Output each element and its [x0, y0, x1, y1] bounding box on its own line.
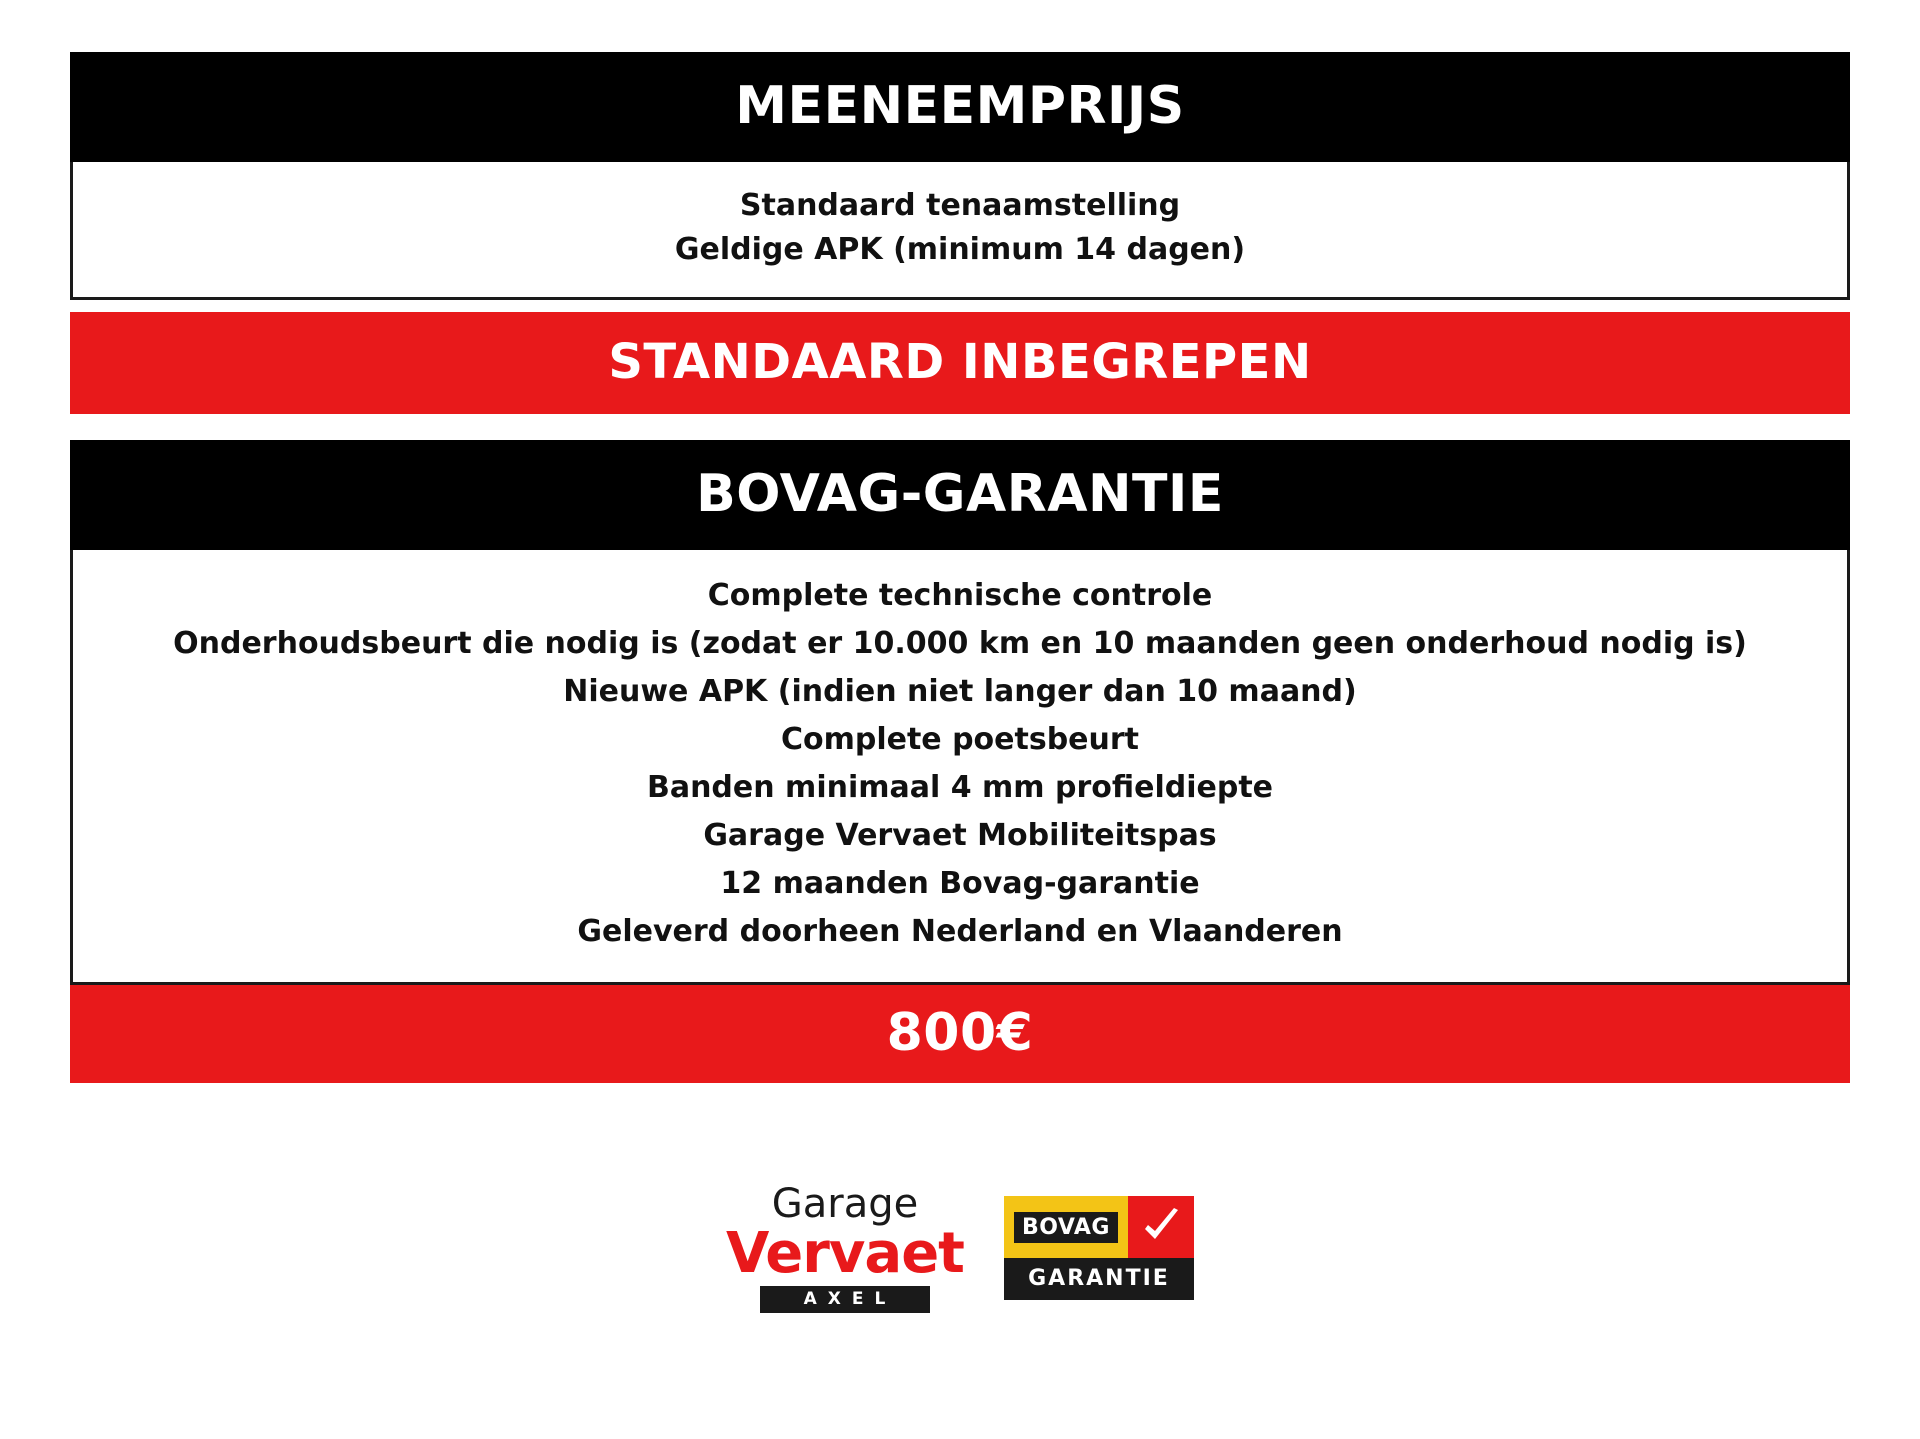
bovag-logo-red-field: [1128, 1196, 1194, 1258]
section-spacer: [70, 414, 1850, 440]
bovag-logo-top: [1004, 1196, 1194, 1258]
meeneemprijs-section: [70, 52, 1850, 414]
bovag-garantie-line: Geleverd doorheen Nederland en Vlaanderen: [577, 914, 1343, 949]
garage-vervaet-logo-name-text: Vervaet: [726, 1220, 964, 1286]
bovag-logo-wordmark: BOVAG: [1014, 1212, 1118, 1243]
bovag-garantie-line: 12 maanden Bovag-garantie: [720, 866, 1200, 901]
meeneemprijs-body: [70, 162, 1850, 300]
bovag-garantie-line: Banden minimaal 4 mm profieldiepte: [646, 770, 1274, 805]
bovag-garantie-line: Garage Vervaet Mobiliteitspas: [703, 818, 1217, 853]
bovag-garantie-body: [70, 550, 1850, 985]
checkmark-icon: [1141, 1207, 1181, 1247]
bovag-garantie-logo: [1004, 1196, 1194, 1300]
bovag-garantie-line: Onderhoudsbeurt die nodig is (zodat er 10.000 km en 10 maanden geen onderhoud nodig is): [173, 626, 1747, 661]
footer-logos: [70, 1083, 1850, 1439]
bovag-garantie-title: BOVAG-GARANTIE: [70, 440, 1850, 550]
garage-vervaet-logo: [726, 1180, 964, 1313]
garage-vervaet-logo-garage-text: Garage: [771, 1180, 919, 1227]
bovag-garantie-line: Complete poetsbeurt: [780, 722, 1140, 757]
meeneemprijs-line: Geldige APK (minimum 14 dagen): [674, 231, 1246, 267]
price-banner: 800€: [70, 985, 1850, 1083]
bovag-logo-yellow-field: [1004, 1196, 1128, 1258]
standaard-inbegrepen-banner: STANDAARD INBEGREPEN: [70, 312, 1850, 414]
bovag-garantie-line: Nieuwe APK (indien niet langer dan 10 maand): [563, 674, 1357, 709]
bovag-garantie-section: [70, 440, 1850, 1083]
meeneemprijs-title: MEENEEMPRIJS: [70, 52, 1850, 162]
meeneemprijs-line: Standaard tenaamstelling: [739, 188, 1181, 223]
bovag-garantie-line: Complete technische controle: [707, 578, 1213, 613]
garage-vervaet-logo-axel-text: AXEL: [760, 1286, 930, 1313]
bovag-logo-garantie-text: GARANTIE: [1004, 1258, 1194, 1300]
